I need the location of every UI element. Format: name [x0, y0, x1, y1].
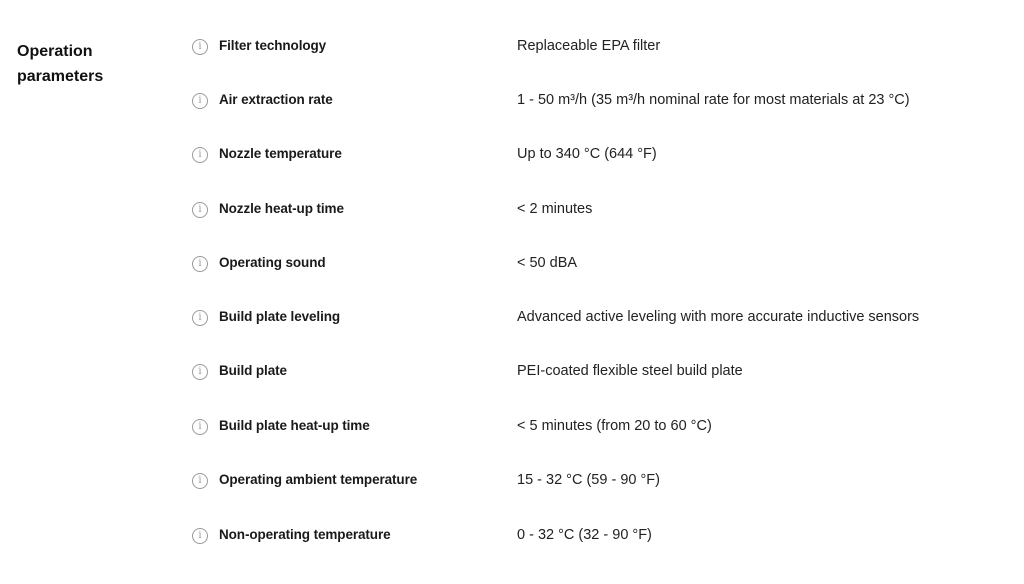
spec-label: Build plate heat-up time — [219, 418, 370, 433]
section-title: Operation parameters — [17, 43, 104, 85]
info-icon[interactable]: i — [192, 473, 208, 489]
spec-label: Operating sound — [219, 255, 326, 270]
info-icon[interactable]: i — [192, 310, 208, 326]
spec-label: Build plate — [219, 363, 287, 378]
info-icon[interactable]: i — [192, 419, 208, 435]
info-icon[interactable]: i — [192, 93, 208, 109]
spec-label: Operating ambient temperature — [219, 472, 418, 487]
spec-value: Advanced active leveling with more accurate inductive sensors — [517, 309, 920, 325]
spec-row-operating-ambient-temperature — [0, 473, 1024, 503]
spec-row-operating-sound — [0, 256, 1024, 286]
spec-row-non-operating-temperature — [0, 528, 1024, 558]
info-icon[interactable]: i — [192, 202, 208, 218]
info-icon[interactable]: i — [192, 147, 208, 163]
spec-label: Nozzle temperature — [219, 146, 342, 161]
spec-label: Build plate leveling — [219, 309, 341, 324]
spec-value: < 5 minutes (from 20 to 60 °C) — [517, 418, 712, 434]
spec-value: 15 - 32 °C (59 - 90 °F) — [517, 472, 660, 488]
info-icon[interactable]: i — [192, 528, 208, 544]
spec-label: Non-operating temperature — [219, 527, 391, 542]
spec-value: PEI-coated flexible steel build plate — [517, 363, 743, 379]
info-icon[interactable]: i — [192, 256, 208, 272]
spec-value: < 50 dBA — [517, 255, 578, 271]
spec-label: Filter technology — [219, 38, 327, 53]
spec-value: < 2 minutes — [517, 201, 593, 217]
spec-value: Up to 340 °C (644 °F) — [517, 146, 657, 162]
spec-row-build-plate-leveling — [0, 310, 1024, 340]
info-icon[interactable]: i — [192, 364, 208, 380]
spec-label: Air extraction rate — [219, 92, 333, 107]
info-icon[interactable]: i — [192, 39, 208, 55]
spec-row-nozzle-heat-up-time — [0, 202, 1024, 232]
spec-row-build-plate-heat-up-time — [0, 419, 1024, 449]
spec-label: Nozzle heat-up time — [219, 201, 344, 216]
spec-row-nozzle-temperature — [0, 147, 1024, 177]
spec-row-filter-technology — [0, 39, 1024, 69]
spec-value: 0 - 32 °C (32 - 90 °F) — [517, 527, 652, 543]
spec-value: 1 - 50 m³/h (35 m³/h nominal rate for most materials at 23 °C) — [517, 92, 910, 108]
spec-value: Replaceable EPA filter — [517, 38, 661, 54]
spec-row-air-extraction-rate — [0, 93, 1024, 123]
spec-row-build-plate — [0, 364, 1024, 394]
